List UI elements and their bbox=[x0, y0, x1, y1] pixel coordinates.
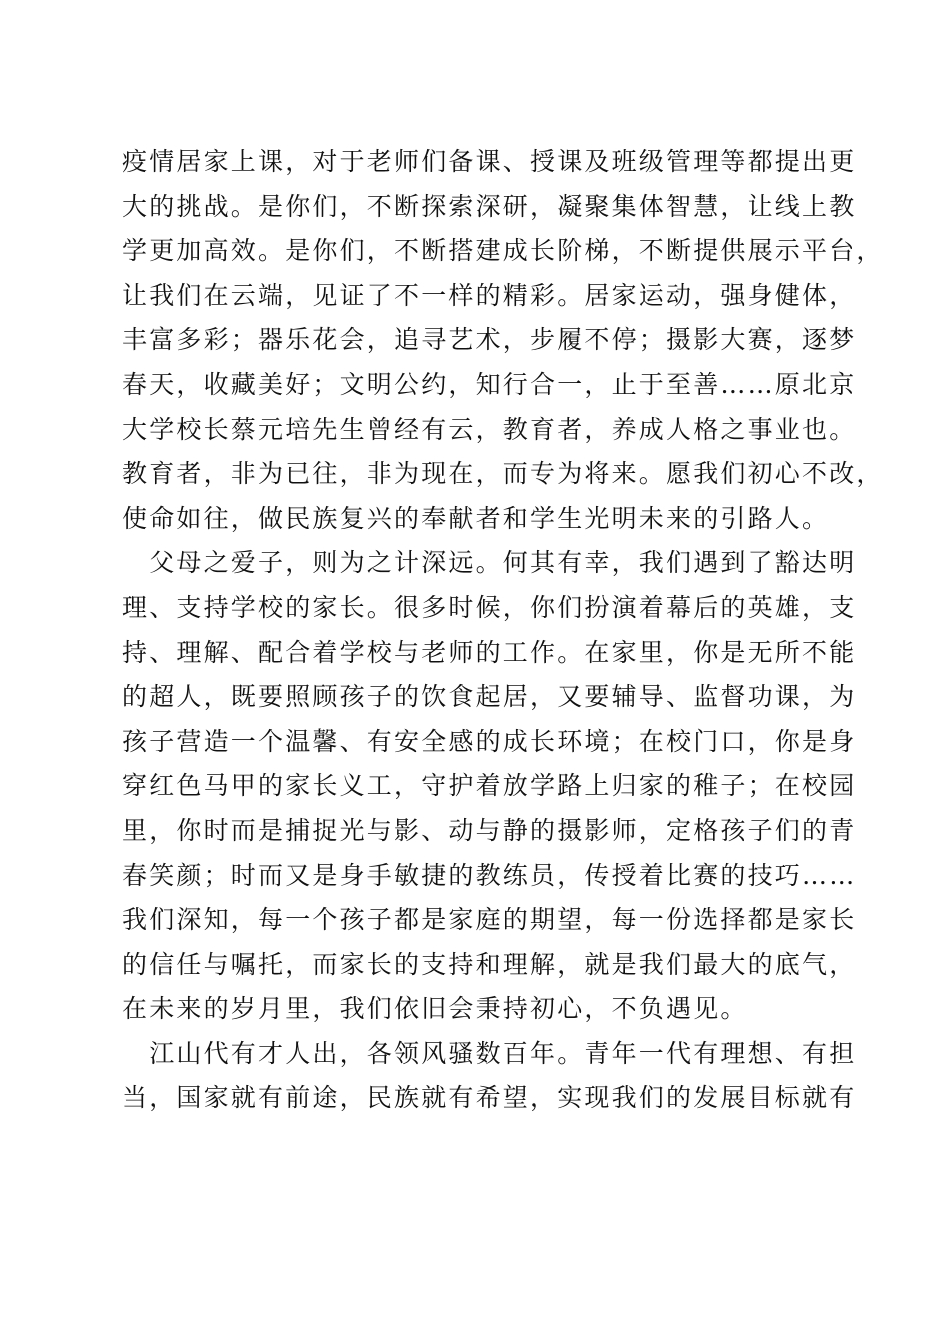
text-line: 持、理解、配合着学校与老师的工作。在家里，你是无所不能 bbox=[122, 637, 857, 667]
text-line: 让我们在云端，见证了不一样的精彩。居家运动，强身健体， bbox=[122, 280, 857, 310]
text-line: 教育者，非为已往，非为现在，而专为将来。愿我们初心不改， bbox=[122, 459, 884, 489]
text-line: 江山代有才人出，各领风骚数百年。青年一代有理想、有担 bbox=[122, 1038, 857, 1068]
paragraph-youth bbox=[122, 1032, 857, 1121]
text-line: 在未来的岁月里，我们依旧会秉持初心，不负遇见。 bbox=[122, 994, 748, 1024]
text-line: 父母之爱子，则为之计深远。何其有幸，我们遇到了豁达明 bbox=[122, 548, 857, 578]
text-line: 春天，收藏美好；文明公约，知行合一，止于至善……原北京 bbox=[122, 369, 857, 399]
text-line: 使命如往，做民族复兴的奉献者和学生光明未来的引路人。 bbox=[122, 503, 830, 533]
text-line: 春笑颜；时而又是身手敏捷的教练员，传授着比赛的技巧…… bbox=[122, 860, 857, 890]
text-line: 当，国家就有前途，民族就有希望，实现我们的发展目标就有 bbox=[122, 1083, 857, 1113]
text-line: 疫情居家上课，对于老师们备课、授课及班级管理等都提出更 bbox=[122, 147, 857, 176]
text-line: 的超人，既要照顾孩子的饮食起居，又要辅导、监督功课，为 bbox=[122, 682, 857, 712]
text-line: 我们深知，每一个孩子都是家庭的期望，每一份选择都是家长 bbox=[122, 905, 857, 935]
text-line: 里，你时而是捕捉光与影、动与静的摄影师，定格孩子们的青 bbox=[122, 815, 857, 845]
text-line: 理、支持学校的家长。很多时候，你们扮演着幕后的英雄，支 bbox=[122, 592, 857, 622]
text-line: 穿红色马甲的家长义工，守护着放学路上归家的稚子；在校园 bbox=[122, 771, 857, 801]
paragraph-parents bbox=[122, 541, 857, 1032]
text-line: 的信任与嘱托，而家长的支持和理解，就是我们最大的底气， bbox=[122, 949, 857, 979]
text-line: 孩子营造一个温馨、有安全感的成长环境；在校门口，你是身 bbox=[122, 726, 857, 756]
body-text bbox=[122, 140, 884, 1121]
text-line: 丰富多彩；器乐花会，追寻艺术，步履不停；摄影大赛，逐梦 bbox=[122, 325, 857, 355]
text-line: 大的挑战。是你们，不断探索深研，凝聚集体智慧，让线上教 bbox=[122, 191, 857, 221]
text-line: 学更加高效。是你们，不断搭建成长阶梯，不断提供展示平台， bbox=[122, 236, 884, 266]
paragraph-teachers bbox=[122, 140, 884, 541]
text-line: 大学校长蔡元培先生曾经有云，教育者，养成人格之事业也。 bbox=[122, 414, 857, 444]
